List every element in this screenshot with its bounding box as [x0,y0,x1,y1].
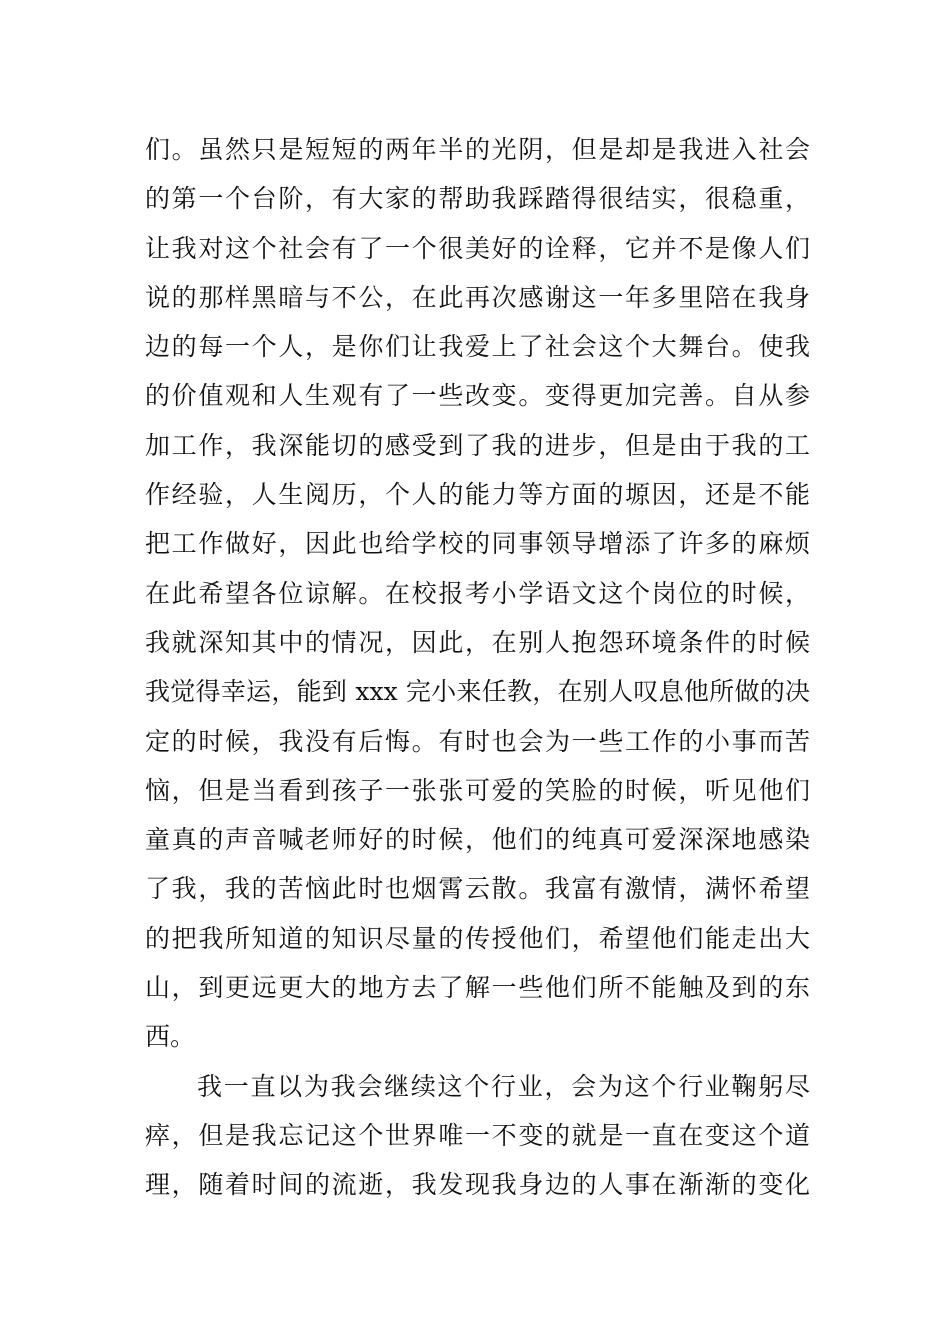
text-line-4: 说的那样黑暗与不公，在此再次感谢这一年多里陪在我身 [145,282,810,312]
text-line-13: 定的时候，我没有后悔。有时也会为一些工作的小事而苦 [145,726,810,756]
text-line-10: 在此希望各位谅解。在校报考小学语文这个岗位的时候， [145,578,810,608]
text-line-1: 们。虽然只是短短的两年半的光阴，但是却是我进入社会 [145,135,810,164]
text-line-15: 童真的声音喊老师好的时候，他们的纯真可爱深深地感染 [145,825,810,855]
text-line-2: 的第一个台阶，有大家的帮助我踩踏得很结实，很稳重， [145,184,810,214]
text-line-19: 西。 [145,1022,196,1052]
text-line-12: 我觉得幸运，能到 xxx 完小来任教，在别人叹息他所做的决 [145,677,810,707]
text-line-14: 恼，但是当看到孩子一张张可爱的笑脸的时候，听见他们 [145,775,810,805]
text-line-16: 了我，我的苦恼此时也烟霄云散。我富有激情，满怀希望 [145,874,810,904]
text-line-5: 边的每一个人，是你们让我爱上了社会这个大舞台。使我 [145,332,810,362]
text-line-9: 把工作做好，因此也给学校的同事领导增添了许多的麻烦 [145,529,810,559]
text-line-18: 山，到更远更大的地方去了解一些他们所不能触及到的东 [145,973,810,1003]
text-line-17: 的把我所知道的知识尽量的传授他们，希望他们能走出大 [145,923,810,953]
text-line-20: 我一直以为我会继续这个行业，会为这个行业鞠躬尽 [197,1071,810,1101]
text-line-22: 理，随着时间的流逝，我发现我身边的人事在渐渐的变化 [145,1170,810,1200]
text-line-3: 让我对这个社会有了一个很美好的诠释，它并不是像人们 [145,233,810,263]
text-line-21: 瘁，但是我忘记这个世界唯一不变的就是一直在变这个道 [145,1120,810,1150]
body-text [145,125,810,1210]
text-line-7: 加工作，我深能切的感受到了我的进步，但是由于我的工 [145,430,810,460]
text-line-8: 作经验，人生阅历，个人的能力等方面的塬因，还是不能 [145,480,810,510]
text-line-6: 的价值观和人生观有了一些改变。变得更加完善。自从参 [145,381,810,411]
text-line-11: 我就深知其中的情况，因此，在别人抱怨环境条件的时候 [145,627,810,657]
